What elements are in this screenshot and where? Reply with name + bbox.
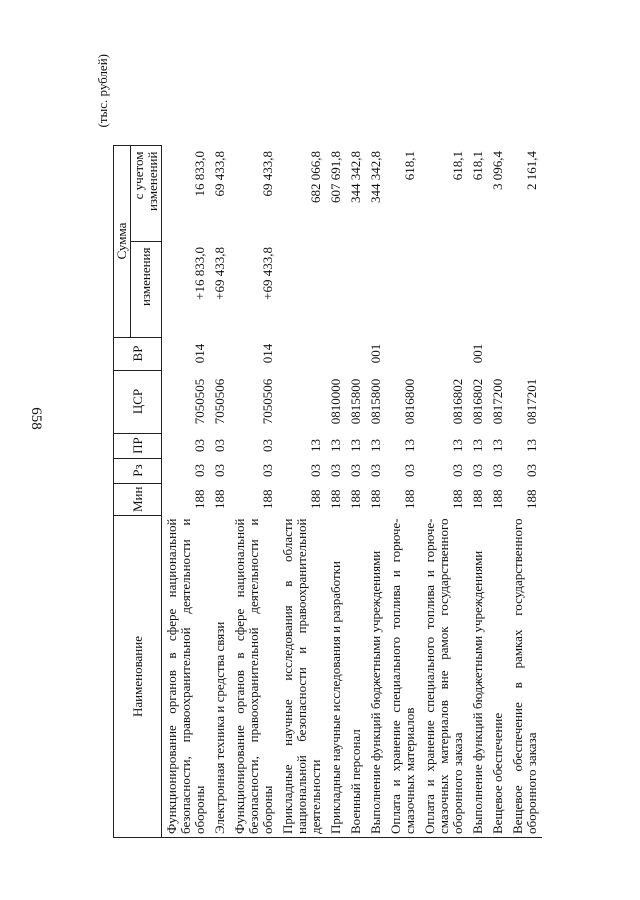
row-pr: 13: [402, 439, 417, 453]
row-pr: 13: [328, 439, 343, 453]
row-total: 607 691,8: [328, 151, 343, 204]
row-pr: 13: [348, 439, 363, 453]
row-rz: 03: [212, 464, 227, 478]
row-vr: [210, 337, 230, 370]
row-change: [386, 241, 420, 337]
header-min: Мин: [114, 483, 162, 515]
row-name: Вещевое обеспечение: [488, 516, 508, 838]
table-row: [346, 145, 366, 837]
header-pr: ПР: [114, 433, 162, 458]
row-vr: [346, 337, 366, 370]
header-change: изменения: [131, 241, 162, 337]
row-min: 188: [348, 489, 363, 510]
row-min: 188: [328, 489, 343, 510]
row-total: 682 066,8: [308, 151, 323, 204]
row-min: 188: [524, 489, 539, 510]
row-min: 188: [450, 489, 465, 510]
page-number: 658: [27, 407, 44, 430]
row-change: [346, 241, 366, 337]
row-min: 188: [308, 489, 323, 510]
table-row: [468, 145, 488, 837]
row-rz: 03: [402, 464, 417, 478]
row-change: [326, 241, 346, 337]
row-name: Выполнение функций бюджетными учреждениями: [468, 516, 488, 838]
row-name: Военный персонал: [346, 516, 366, 838]
row-rz: 03: [260, 464, 275, 478]
row-csr: 7050505: [192, 378, 207, 425]
row-csr: [278, 370, 326, 433]
table-row: [230, 145, 278, 837]
table-row: [162, 145, 211, 837]
row-name: Электронная техника и средства связи: [210, 516, 230, 838]
table-row: [326, 145, 346, 837]
table-row: [386, 145, 420, 837]
header-vr: ВР: [114, 337, 162, 370]
row-pr: 03: [260, 439, 275, 453]
row-rz: 03: [192, 464, 207, 478]
row-change: [488, 241, 508, 337]
table-body: [162, 145, 543, 837]
row-pr: 13: [308, 439, 323, 453]
row-change: [468, 241, 488, 337]
row-csr: 0815800: [368, 378, 383, 425]
row-change: [278, 241, 326, 337]
row-change: [366, 241, 386, 337]
row-change: +69 433,8: [212, 247, 227, 300]
row-pr: 13: [490, 439, 505, 453]
row-change: [420, 241, 468, 337]
table-row: [420, 145, 468, 837]
row-pr: 13: [524, 439, 539, 453]
row-csr: 0815800: [348, 378, 363, 425]
table-row: [278, 145, 326, 837]
row-total: 16 833,0: [192, 151, 207, 197]
row-vr: 001: [368, 343, 383, 364]
row-change: +16 833,0: [192, 247, 207, 300]
header-csr: ЦСР: [114, 370, 162, 433]
row-csr: 0817201: [524, 378, 539, 425]
unit-note: (тыс. рублей): [95, 54, 110, 128]
row-vr: [420, 337, 468, 370]
row-pr: 03: [212, 439, 227, 453]
row-min: 188: [402, 489, 417, 510]
row-pr: 13: [450, 439, 465, 453]
row-change: [508, 241, 542, 337]
row-min: 188: [212, 489, 227, 510]
row-min: 188: [260, 489, 275, 510]
budget-table: [113, 145, 542, 838]
row-csr: 0816802: [470, 378, 485, 425]
row-rz: 03: [368, 464, 383, 478]
row-vr: [488, 337, 508, 370]
row-total: 69 433,8: [212, 151, 227, 197]
row-name: Функционирование органов в сфере национальной безопасности, правоохранительной деятельности и обороны: [162, 516, 211, 838]
row-total: 618,1: [470, 151, 485, 181]
row-rz: 03: [524, 464, 539, 478]
row-total: 618,1: [450, 151, 465, 181]
row-rz: 03: [308, 464, 323, 478]
row-name: Выполнение функций бюджетными учреждениями: [366, 516, 386, 838]
row-vr: [278, 337, 326, 370]
header-name: Наименование: [114, 516, 162, 838]
row-rz: 03: [470, 464, 485, 478]
row-csr: 7050506: [212, 378, 227, 425]
row-csr: 0810000: [328, 378, 343, 425]
row-pr: 13: [368, 439, 383, 453]
row-vr: [386, 337, 420, 370]
row-total: 69 433,8: [260, 151, 275, 197]
row-change: +69 433,8: [260, 247, 275, 300]
row-rz: 03: [450, 464, 465, 478]
row-total: 618,1: [402, 151, 417, 181]
row-csr: 0816802: [450, 378, 465, 425]
row-vr: [326, 337, 346, 370]
row-total: 344 342,8: [368, 151, 383, 204]
row-name: Прикладные научные исследования и разработки: [326, 516, 346, 838]
row-min: 188: [470, 489, 485, 510]
row-name: Прикладные научные исследования в области национальной безопасности и правоохранительной деятельности: [278, 516, 326, 838]
row-vr: 014: [192, 343, 207, 364]
row-vr: 001: [470, 343, 485, 364]
row-min: 188: [192, 489, 207, 510]
table-row: [366, 145, 386, 837]
row-rz: 03: [490, 464, 505, 478]
row-min: 188: [490, 489, 505, 510]
row-rz: 03: [328, 464, 343, 478]
row-vr: [508, 337, 542, 370]
row-min: 188: [368, 489, 383, 510]
row-rz: 03: [348, 464, 363, 478]
row-pr: 03: [192, 439, 207, 453]
row-csr: 7050506: [260, 378, 275, 425]
row-total: 2 161,4: [524, 151, 539, 191]
row-name: Вещевое обеспечение в рамках государственного оборонного заказа: [508, 516, 542, 838]
table-row: [508, 145, 542, 837]
row-csr: 0817200: [490, 378, 505, 425]
table-row: [210, 145, 230, 837]
row-csr: 0816800: [402, 378, 417, 425]
table-row: [488, 145, 508, 837]
row-total: 344 342,8: [348, 151, 363, 204]
row-pr: 13: [470, 439, 485, 453]
row-name: Оплата и хранение специального топлива и горюче-смазочных материалов вне рамок государственного оборонного заказа: [420, 516, 468, 838]
row-name: Оплата и хранение специального топлива и горюче-смазочных материалов: [386, 516, 420, 838]
row-total: 3 096,4: [490, 151, 505, 191]
header-summa: Сумма: [114, 145, 131, 337]
header-with-change: с учетом изменений: [131, 145, 162, 241]
rotated-page: [95, 48, 595, 838]
header-rz: Рз: [114, 458, 162, 483]
row-vr: 014: [260, 343, 275, 364]
row-name: Функционирование органов в сфере национальной безопасности, правоохранительной деятельности и обороны: [230, 516, 278, 838]
